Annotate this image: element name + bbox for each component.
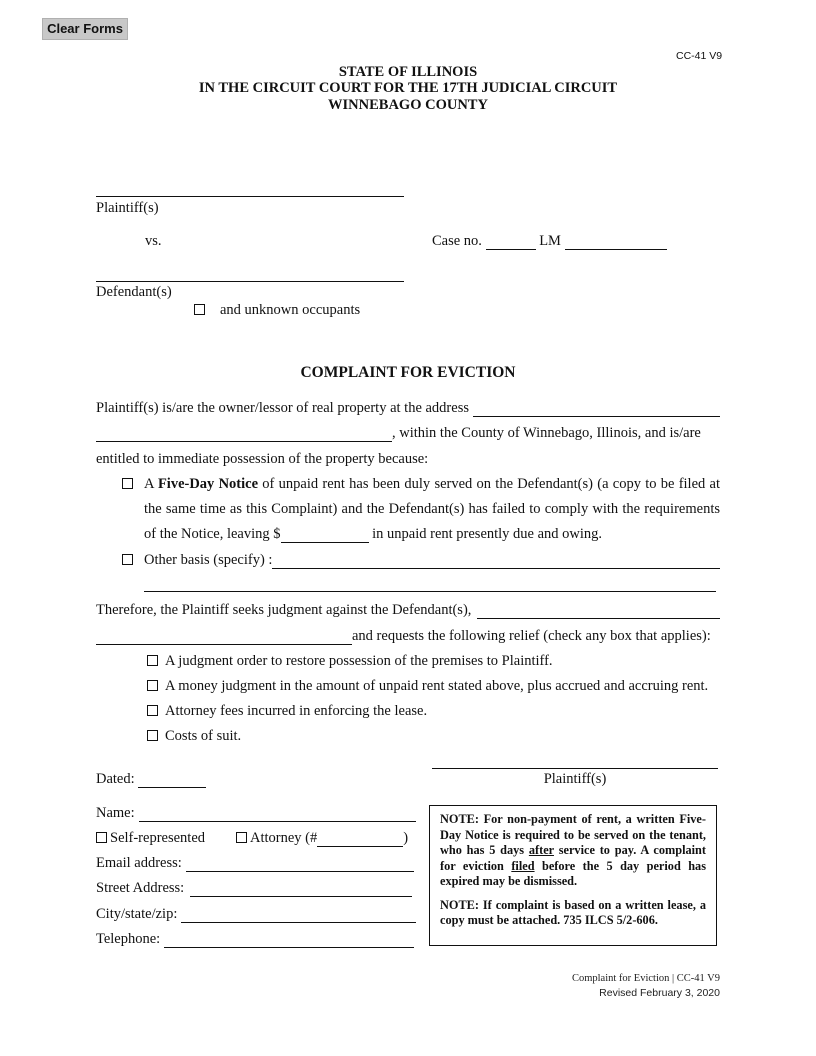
relief-possession-checkbox[interactable] [147,655,158,666]
address-field-continued[interactable] [96,427,392,442]
street-label: Street Address: [96,880,185,896]
five-day-notice-bold: Five-Day Notice [157,476,259,492]
email-field[interactable] [186,857,414,872]
city-field[interactable] [181,908,416,923]
body-line-2 [96,425,720,442]
relief-costs-checkbox[interactable] [147,730,158,741]
dated-line [96,771,206,788]
complaint-title: COMPLAINT FOR EVICTION [300,364,516,381]
plaintiff-label: Plaintiff(s) [96,200,159,216]
case-year-field[interactable] [486,235,536,250]
defendant-judgment-field[interactable] [477,604,720,619]
relief-attorney-fees-checkbox[interactable] [147,705,158,716]
other-basis-label: Other basis (specify) : [144,552,273,568]
telephone-field[interactable] [164,933,414,948]
note-after: after [528,843,554,857]
case-number-field[interactable] [565,235,667,250]
footer-title: Complaint for Eviction | CC-41 V9 [571,973,720,984]
street-line [96,880,412,897]
attorney-close: ) [403,830,409,846]
relief-option-costs[interactable] [147,728,241,745]
relief-attorney-fees-label: Attorney fees incurred in enforcing the lease. [165,703,428,719]
note-text-b: service to pay. A complaint for eviction [440,843,706,873]
email-line [96,855,414,872]
other-basis-checkbox[interactable] [122,554,133,565]
form-id: CC-41 V9 [676,50,723,62]
leaving-amount-label: of the Notice, leaving $ [144,526,281,542]
five-day-a: A [144,476,154,492]
relief-money-label: A money judgment in the amount of unpaid rent stated above, plus accrued and accruing rent. [165,678,709,694]
note-text-a: NOTE: For non-payment of rent, a written Five-Day Notice is required to be served on the tenant, who has 5 days [440,812,706,857]
plaintiff-signature-label: Plaintiff(s) [543,771,607,787]
note-box [429,805,717,946]
defendant-label: Defendant(s) [96,284,172,300]
defendant-name-field[interactable] [96,281,404,282]
clear-forms-button[interactable]: Clear Forms [42,18,128,40]
relief-possession-label: A judgment order to restore possession of the premises to Plaintiff. [165,653,553,669]
unpaid-rent-field[interactable] [281,528,369,543]
attorney-checkbox[interactable] [236,832,247,843]
unknown-occupants-option[interactable] [194,302,360,319]
relief-option-attorney-fees[interactable] [147,703,427,720]
defendant-judgment-field-continued[interactable] [96,630,352,645]
header-state: STATE OF ILLINOIS [338,64,478,80]
email-label: Email address: [96,855,182,871]
name-field[interactable] [139,807,416,822]
five-day-notice-checkbox-wrap[interactable] [122,476,140,493]
five-day-notice-line-1 [144,476,720,493]
street-field[interactable] [190,882,412,897]
county-statement: , within the County of Winnebago, Illinois, and is/are [392,425,701,441]
telephone-label: Telephone: [96,931,161,947]
note-lease: NOTE: If complaint is based on a written lease, a copy must be attached. 735 ILCS 5/2-606. [440,897,706,927]
unknown-occupants-checkbox[interactable] [194,304,205,315]
city-label: City/state/zip: [96,906,178,922]
dated-label: Dated: [96,771,135,787]
five-day-notice-line-3 [144,526,602,543]
case-number [432,233,667,250]
requests-line [96,628,720,645]
other-basis-checkbox-wrap[interactable] [122,552,140,569]
self-represented-checkbox[interactable] [96,832,107,843]
attorney-number-field[interactable] [317,832,403,847]
telephone-line [96,931,414,948]
other-basis-field[interactable] [272,554,720,569]
footer-revised: Revised February 3, 2020 [599,987,720,999]
relief-money-checkbox[interactable] [147,680,158,691]
self-represented-option[interactable] [96,830,205,847]
relief-option-possession[interactable] [147,653,553,670]
requests-text: and requests the following relief (check any box that applies): [352,628,711,644]
case-no-label: Case no. [432,233,482,249]
header-court: IN THE CIRCUIT COURT FOR THE 17TH JUDICIAL CIRCUIT [198,80,618,96]
relief-costs-label: Costs of suit. [165,728,242,744]
body-line-1 [96,400,720,417]
five-day-notice-checkbox[interactable] [122,478,133,489]
attorney-option[interactable] [236,830,408,847]
plaintiff-name-field[interactable] [96,196,404,197]
vs-label: vs. [145,233,162,249]
possession-statement: entitled to immediate possession of the property because: [96,451,429,467]
dated-field[interactable] [138,773,206,788]
owner-statement: Plaintiff(s) is/are the owner/lessor of real property at the address [96,400,469,416]
note-filed: filed [511,858,535,873]
five-day-notice-text: of unpaid rent has been duly served on the Defendant(s) (a copy to be filed at [262,476,721,492]
therefore-text: Therefore, the Plaintiff seeks judgment against the Defendant(s), [96,602,472,618]
address-field[interactable] [473,402,720,417]
city-line [96,906,416,923]
note-text-c: before the 5 day period has expired may be dismissed. [440,858,706,888]
note-non-payment [440,812,706,890]
plaintiff-signature-field[interactable] [432,768,718,769]
header-county: WINNEBAGO COUNTY [328,97,488,113]
unpaid-rent-text: in unpaid rent presently due and owing. [372,526,603,542]
therefore-line [96,602,720,619]
name-label: Name: [96,805,135,821]
other-basis-line [144,552,720,569]
five-day-notice-line-2: the same time as this Complaint) and the Defendant(s) has failed to comply with the requirements [144,501,720,517]
name-line [96,805,416,822]
case-lm-label: LM [539,233,561,249]
unknown-occupants-label: and unknown occupants [220,302,361,318]
attorney-label: Attorney (# [250,830,318,846]
other-basis-field-continued[interactable] [144,591,716,592]
self-represented-label: Self-represented [110,830,206,846]
relief-option-money[interactable] [147,678,708,695]
